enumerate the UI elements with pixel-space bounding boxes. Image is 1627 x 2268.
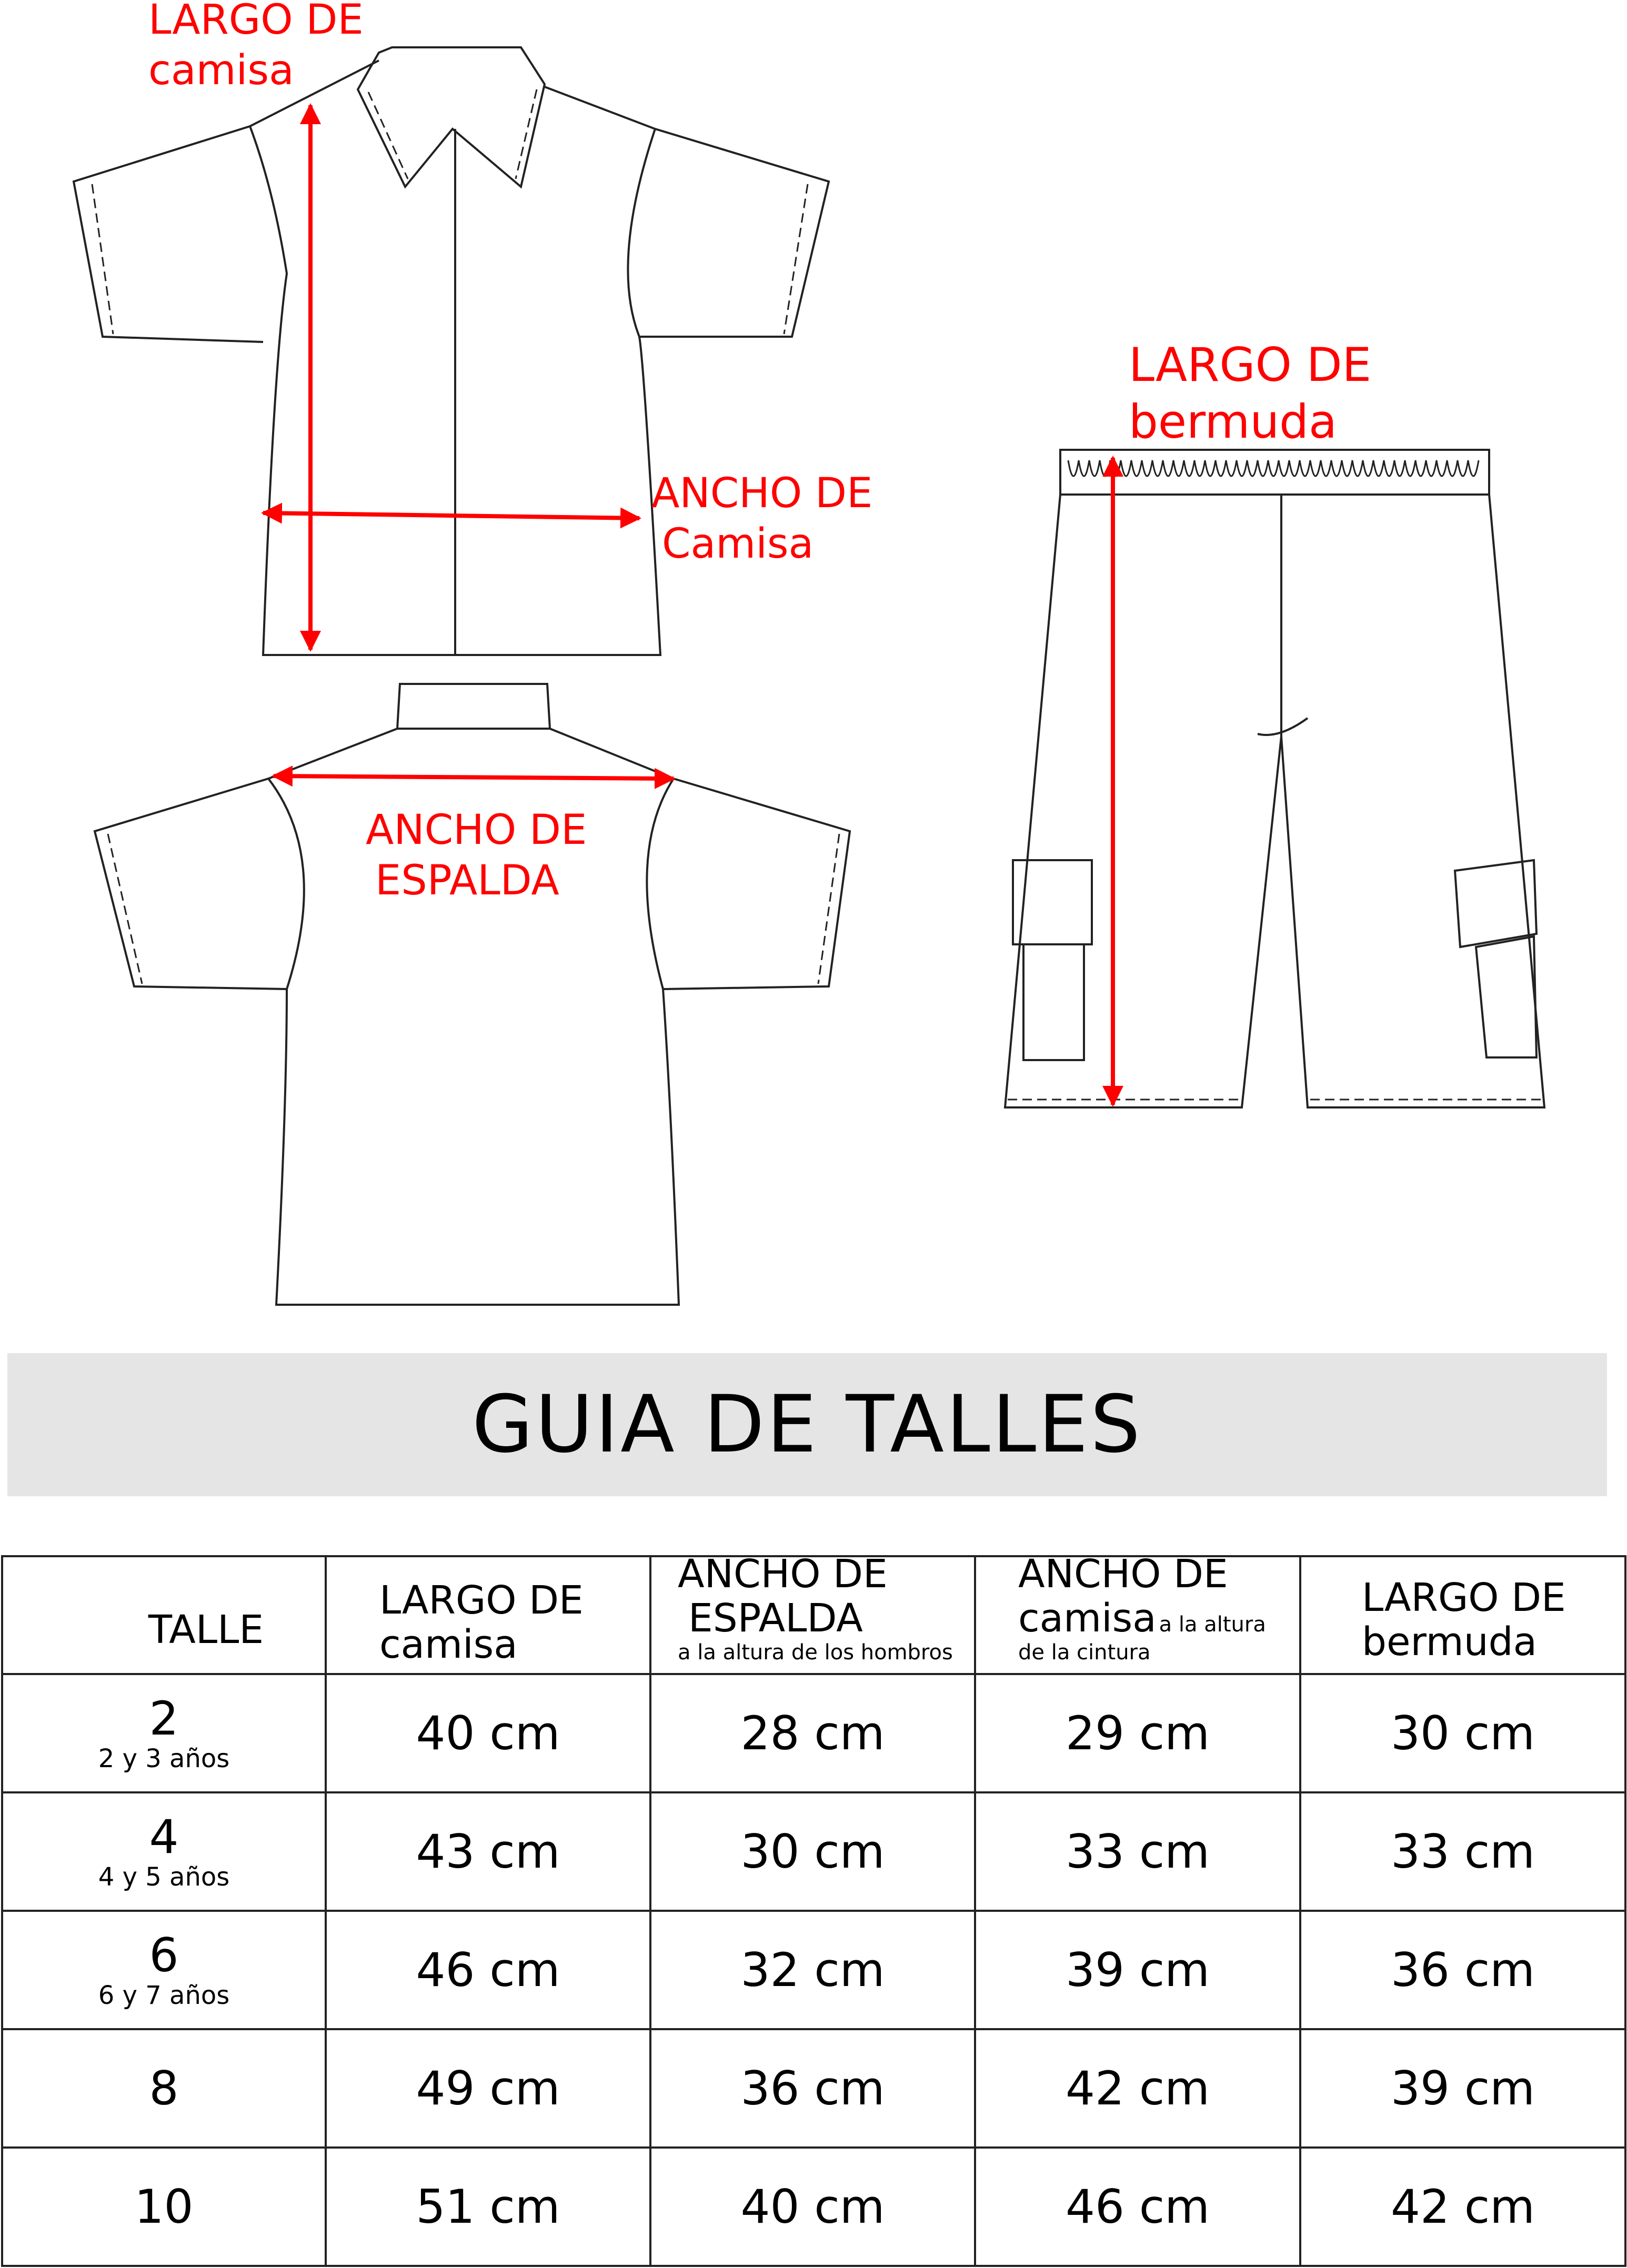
shirt-width-value: 46 cm: [975, 2148, 1300, 2266]
shorts-length-value: 36 cm: [1300, 1911, 1625, 2029]
shirt-width-value: 29 cm: [975, 1674, 1300, 1792]
table-row: [2, 2029, 1625, 2148]
header-back-width: ANCHO DE ESPALDA a la altura de los hombros: [650, 1556, 975, 1674]
shorts-length-label: LARGO DE bermuda: [1129, 338, 1372, 449]
talle-cell: 6 6 y 7 años: [2, 1911, 326, 2029]
header-shorts-length: LARGO DE bermuda: [1300, 1556, 1625, 1674]
shirt-width-value: 33 cm: [975, 1792, 1300, 1911]
talle-cell: 8: [2, 2029, 326, 2148]
table-row: [2, 2148, 1625, 2266]
shorts-length-value: 30 cm: [1300, 1674, 1625, 1792]
back-width-label: ANCHO DE ESPALDA: [366, 807, 587, 904]
back-width-value: 32 cm: [650, 1911, 975, 2029]
talle-cell: 4 4 y 5 años: [2, 1792, 326, 1911]
shirt-length-value: 51 cm: [326, 2148, 650, 2266]
shirt-length-value: 49 cm: [326, 2029, 650, 2148]
measurement-arrows: [263, 105, 1113, 1105]
back-width-value: 30 cm: [650, 1792, 975, 1911]
back-width-value: 36 cm: [650, 2029, 975, 2148]
talle-cell: 10: [2, 2148, 326, 2266]
header-shirt-length: LARGO DE camisa: [326, 1556, 650, 1674]
page-title: GUIA DE TALLES: [471, 1379, 1143, 1470]
shirt-width-value: 42 cm: [975, 2029, 1300, 2148]
title-band: [7, 1353, 1607, 1496]
table-row: [2, 1674, 1625, 1792]
table-header-row: [2, 1556, 1625, 1674]
size-table: [1, 1551, 1626, 2267]
shorts-length-value: 42 cm: [1300, 2148, 1625, 2266]
shirt-length-value: 46 cm: [326, 1911, 650, 2029]
header-shirt-width: ANCHO DE camisa a la altura de la cintura: [975, 1556, 1300, 1674]
shorts-length-value: 33 cm: [1300, 1792, 1625, 1911]
back-width-value: 40 cm: [650, 2148, 975, 2266]
shirt-length-value: 40 cm: [326, 1674, 650, 1792]
shorts-drawing: [1005, 450, 1544, 1107]
header-talle: TALLE: [2, 1556, 326, 1674]
shirt-width-value: 39 cm: [975, 1911, 1300, 2029]
table-row: [2, 1911, 1625, 2029]
shorts-length-value: 39 cm: [1300, 2029, 1625, 2148]
talle-cell: 2 2 y 3 años: [2, 1674, 326, 1792]
back-width-value: 28 cm: [650, 1674, 975, 1792]
shirt-width-label: ANCHO DE Camisa: [651, 470, 873, 568]
shirt-length-value: 43 cm: [326, 1792, 650, 1911]
table-row: [2, 1792, 1625, 1911]
shirt-length-label: LARGO DE camisa: [148, 0, 364, 94]
